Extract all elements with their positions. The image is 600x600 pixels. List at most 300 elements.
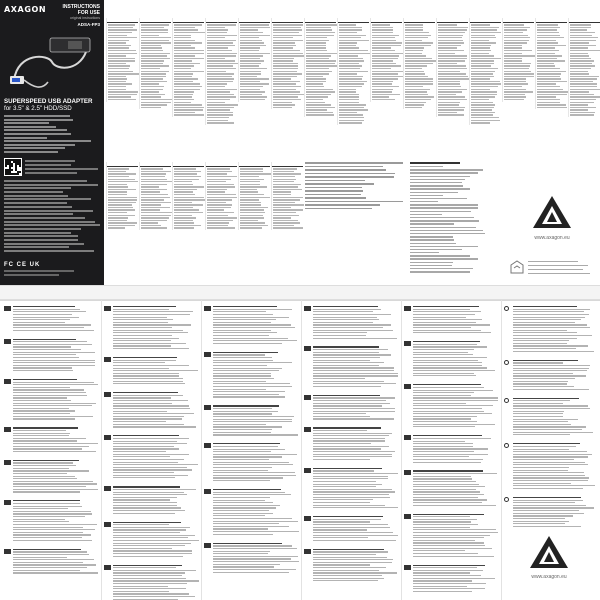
text-line (4, 232, 71, 234)
text-line (471, 78, 490, 79)
text-line (339, 83, 364, 84)
text-line (113, 529, 186, 530)
text-line (305, 180, 365, 182)
text-line (13, 570, 80, 571)
text-line (513, 309, 590, 310)
text-line (273, 50, 300, 51)
language-flag-icon (204, 352, 211, 357)
text-line (372, 83, 392, 84)
text-line (471, 65, 491, 66)
text-line (570, 47, 588, 48)
compliance-text-block (513, 360, 595, 392)
text-line (213, 381, 266, 382)
text-line (141, 42, 171, 43)
website-url-top: www.axagon.eu (534, 235, 570, 241)
text-line (372, 99, 395, 100)
language-flag-icon (104, 486, 111, 491)
text-line (174, 42, 202, 43)
step-column (106, 162, 138, 230)
text-line (141, 86, 164, 87)
text-line (141, 35, 159, 36)
text-line (240, 204, 261, 205)
text-line (313, 381, 384, 382)
text-line (207, 65, 233, 66)
text-line (372, 86, 399, 87)
text-line (471, 86, 498, 87)
text-line (13, 435, 69, 436)
language-flag-icon (404, 435, 411, 440)
text-line (413, 352, 468, 353)
text-line (213, 528, 268, 529)
compliance-text-block (13, 460, 99, 494)
text-line (113, 421, 166, 422)
text-line (273, 102, 292, 103)
text-line (213, 375, 271, 376)
text-line (113, 451, 166, 452)
text-line (213, 332, 277, 333)
compliance-text-block (13, 379, 99, 421)
text-line (537, 89, 563, 90)
text-line (113, 405, 189, 406)
text-line (13, 330, 94, 331)
text-line (13, 322, 65, 323)
text-line (313, 521, 370, 522)
step-column (205, 162, 237, 230)
text-line (141, 45, 161, 46)
text-line (438, 27, 468, 28)
text-line (13, 379, 77, 380)
text-line (174, 184, 193, 185)
text-line (4, 250, 94, 252)
language-flag-icon (404, 514, 411, 519)
text-line (108, 209, 135, 210)
text-line (207, 76, 232, 77)
language-flag-icon (4, 500, 11, 505)
text-line (413, 529, 496, 530)
text-line (306, 112, 333, 113)
text-line (273, 202, 295, 203)
text-line (405, 24, 423, 25)
text-line (438, 29, 467, 30)
text-line (213, 470, 268, 471)
text-line (313, 478, 388, 479)
text-line (372, 81, 393, 82)
language-flag-icon (504, 497, 509, 502)
text-line (273, 29, 302, 30)
text-line (13, 564, 96, 565)
text-line (174, 78, 198, 79)
text-line (405, 50, 423, 51)
text-line (313, 354, 391, 355)
text-line (207, 86, 225, 87)
text-line (405, 40, 422, 41)
text-line (141, 60, 164, 61)
text-line (113, 540, 199, 541)
text-line (108, 71, 133, 72)
text-line (306, 89, 333, 90)
text-line (240, 47, 260, 48)
text-line (471, 53, 489, 54)
text-line (372, 73, 398, 74)
text-line (305, 173, 395, 175)
text-line (306, 71, 332, 72)
text-line (413, 341, 480, 342)
text-line (108, 32, 132, 33)
text-line (141, 83, 159, 84)
text-line (339, 102, 359, 103)
text-line (174, 215, 192, 216)
text-line (25, 168, 98, 170)
text-line (113, 426, 196, 427)
language-flag-icon (304, 468, 311, 473)
text-line (174, 102, 191, 103)
product-title-line1: SUPERSPEED USB ADAPTER (4, 98, 93, 105)
text-line (513, 381, 568, 382)
text-line (213, 494, 291, 495)
text-line (141, 222, 158, 223)
text-line (413, 478, 472, 479)
text-line (471, 112, 495, 113)
text-line (213, 446, 278, 447)
text-line (504, 27, 530, 28)
text-line (113, 475, 188, 476)
text-line (537, 96, 556, 97)
text-line (240, 58, 260, 59)
text-line (207, 176, 237, 177)
text-line (513, 434, 570, 435)
text-line (438, 58, 467, 59)
text-line (13, 481, 93, 482)
instructions-title: INSTRUCTIONS FOR USE (62, 4, 100, 16)
text-line (213, 464, 293, 465)
text-line (141, 24, 169, 25)
text-line (537, 65, 555, 66)
text-line (413, 565, 485, 566)
text-line (4, 221, 95, 223)
text-line (240, 197, 270, 198)
text-line (207, 91, 230, 92)
text-line (413, 591, 472, 592)
text-line (273, 207, 291, 208)
text-line (410, 172, 478, 173)
text-line (537, 107, 567, 108)
text-line (141, 202, 171, 203)
text-line (174, 104, 202, 105)
text-line (313, 554, 376, 555)
text-line (113, 365, 189, 366)
text-line (113, 510, 185, 511)
text-line (570, 96, 600, 97)
text-line (13, 524, 97, 525)
text-line (313, 481, 376, 482)
text-line (513, 513, 584, 514)
text-line (113, 411, 167, 412)
text-line (372, 60, 393, 61)
text-line (570, 40, 596, 41)
text-line (141, 50, 163, 51)
text-line (570, 86, 597, 87)
text-line (240, 227, 262, 228)
text-line (305, 187, 362, 189)
text-line (313, 575, 382, 576)
text-line (339, 42, 357, 43)
text-line (273, 227, 303, 228)
text-line (174, 173, 197, 174)
text-line (174, 91, 194, 92)
text-line (207, 50, 232, 51)
text-line (174, 71, 204, 72)
text-line (313, 440, 385, 441)
text-line (413, 443, 473, 444)
text-line (405, 81, 433, 82)
text-line (537, 47, 555, 48)
text-line (339, 58, 363, 59)
text-line (273, 53, 303, 54)
text-line (405, 53, 422, 54)
text-line (372, 55, 399, 56)
text-line (141, 99, 172, 100)
text-line (405, 99, 431, 100)
text-line (372, 50, 395, 51)
step-column (172, 18, 204, 117)
text-line (108, 204, 132, 205)
text-line (108, 91, 138, 92)
text-line (438, 102, 460, 103)
text-line (413, 548, 492, 549)
text-line (13, 557, 67, 558)
text-line (405, 32, 429, 33)
text-line (13, 572, 98, 573)
text-line (438, 35, 463, 36)
text-line (207, 107, 234, 108)
text-line (410, 246, 478, 247)
text-line (413, 413, 492, 414)
text-line (213, 502, 273, 503)
text-line (410, 239, 454, 240)
text-line (113, 403, 172, 404)
text-line (141, 55, 167, 56)
text-line (207, 191, 225, 192)
text-line (306, 65, 337, 66)
text-line (174, 89, 200, 90)
text-line (113, 580, 199, 581)
text-line (570, 35, 592, 36)
text-line (213, 467, 272, 468)
step-column (271, 18, 303, 109)
text-line (25, 172, 77, 174)
text-line (213, 373, 271, 374)
text-line (405, 83, 433, 84)
text-line (410, 236, 453, 237)
text-line (108, 225, 135, 226)
text-line (410, 255, 470, 256)
text-line (413, 408, 482, 409)
text-line (13, 438, 86, 439)
text-line (513, 338, 577, 339)
text-line (174, 53, 204, 54)
text-line (413, 578, 495, 579)
text-line (413, 567, 477, 568)
text-line (513, 408, 590, 409)
text-line (240, 78, 269, 79)
text-line (13, 339, 76, 340)
text-line (113, 505, 177, 506)
text-line (413, 462, 481, 463)
text-line (141, 37, 171, 38)
text-line (513, 343, 567, 344)
text-line (372, 65, 401, 66)
language-flag-icon (404, 306, 411, 311)
text-line (313, 322, 373, 323)
text-line (240, 73, 261, 74)
text-line (537, 91, 568, 92)
text-line (113, 462, 178, 463)
text-line (339, 91, 356, 92)
text-line (113, 360, 176, 361)
text-line (313, 306, 378, 307)
text-line (213, 354, 265, 355)
text-line (413, 360, 478, 361)
text-line (513, 515, 573, 516)
text-line (438, 107, 465, 108)
text-line (13, 413, 70, 414)
text-line (570, 42, 589, 43)
text-line (313, 484, 382, 485)
text-line (207, 63, 238, 64)
text-line (113, 477, 175, 478)
text-line (213, 531, 299, 532)
compliance-text-block (313, 306, 399, 340)
text-line (313, 386, 381, 387)
text-line (240, 83, 269, 84)
text-line (471, 24, 490, 25)
text-line (207, 173, 227, 174)
text-line (207, 27, 225, 28)
text-line (240, 27, 270, 28)
text-line (141, 209, 160, 210)
text-line (313, 367, 394, 368)
text-line (4, 147, 65, 149)
text-line (504, 71, 531, 72)
text-line (113, 397, 171, 398)
text-line (513, 480, 588, 481)
text-line (174, 194, 195, 195)
text-line (4, 195, 68, 197)
text-line (141, 96, 161, 97)
text-line (213, 389, 266, 390)
text-line (141, 189, 167, 190)
text-line (113, 345, 171, 346)
text-line (339, 71, 368, 72)
text-line (113, 572, 185, 573)
text-line (273, 220, 298, 221)
text-line (174, 45, 191, 46)
compliance-text-block (513, 443, 595, 490)
text-line (537, 37, 564, 38)
text-line (339, 81, 367, 82)
text-line (141, 40, 169, 41)
text-line (273, 99, 301, 100)
text-line (513, 368, 589, 369)
text-line (113, 586, 168, 587)
text-line (413, 327, 471, 328)
text-line (108, 76, 126, 77)
text-line (570, 81, 593, 82)
text-line (174, 35, 191, 36)
text-line (413, 516, 470, 517)
text-line (313, 473, 398, 474)
compliance-text-block (513, 497, 595, 529)
text-line (339, 65, 362, 66)
text-line (339, 122, 362, 123)
language-flag-icon (4, 427, 11, 432)
text-line (4, 144, 75, 146)
text-line (213, 526, 289, 527)
text-line (410, 262, 453, 263)
text-line (306, 91, 335, 92)
text-line (174, 179, 199, 180)
text-line (174, 68, 191, 69)
text-line (413, 384, 481, 385)
text-line (313, 405, 382, 406)
text-line (273, 96, 298, 97)
text-line (213, 462, 289, 463)
text-line (4, 191, 63, 193)
text-line (13, 306, 75, 307)
compliance-text-block (213, 443, 299, 482)
text-line (339, 78, 362, 79)
text-line (4, 246, 69, 248)
text-line (504, 68, 529, 69)
text-line (413, 319, 482, 320)
axagon-logo-top (520, 195, 584, 241)
language-flag-icon (104, 357, 111, 362)
text-line (537, 71, 566, 72)
text-line (207, 209, 224, 210)
text-line (537, 68, 560, 69)
text-line (213, 396, 285, 397)
text-line (413, 370, 495, 371)
text-line (313, 456, 392, 457)
text-line (313, 352, 379, 353)
text-line (13, 349, 81, 350)
text-line (141, 186, 159, 187)
text-line (413, 426, 475, 427)
text-line (213, 564, 280, 565)
text-line (213, 311, 266, 312)
text-line (4, 126, 56, 128)
text-line (13, 408, 69, 409)
text-line (213, 432, 271, 433)
text-line (305, 169, 386, 171)
text-line (273, 179, 296, 180)
text-line (174, 186, 204, 187)
text-line (471, 71, 495, 72)
text-line (108, 37, 137, 38)
text-line (570, 71, 588, 72)
text-line (13, 392, 86, 393)
text-line (13, 521, 69, 522)
text-line (113, 464, 198, 465)
text-line (306, 99, 323, 100)
text-line (207, 114, 233, 115)
language-flag-icon (404, 470, 411, 475)
text-line (13, 508, 68, 509)
text-line (213, 505, 280, 506)
text-line (174, 24, 202, 25)
language-flag-icon (504, 398, 509, 403)
text-line (113, 556, 183, 557)
